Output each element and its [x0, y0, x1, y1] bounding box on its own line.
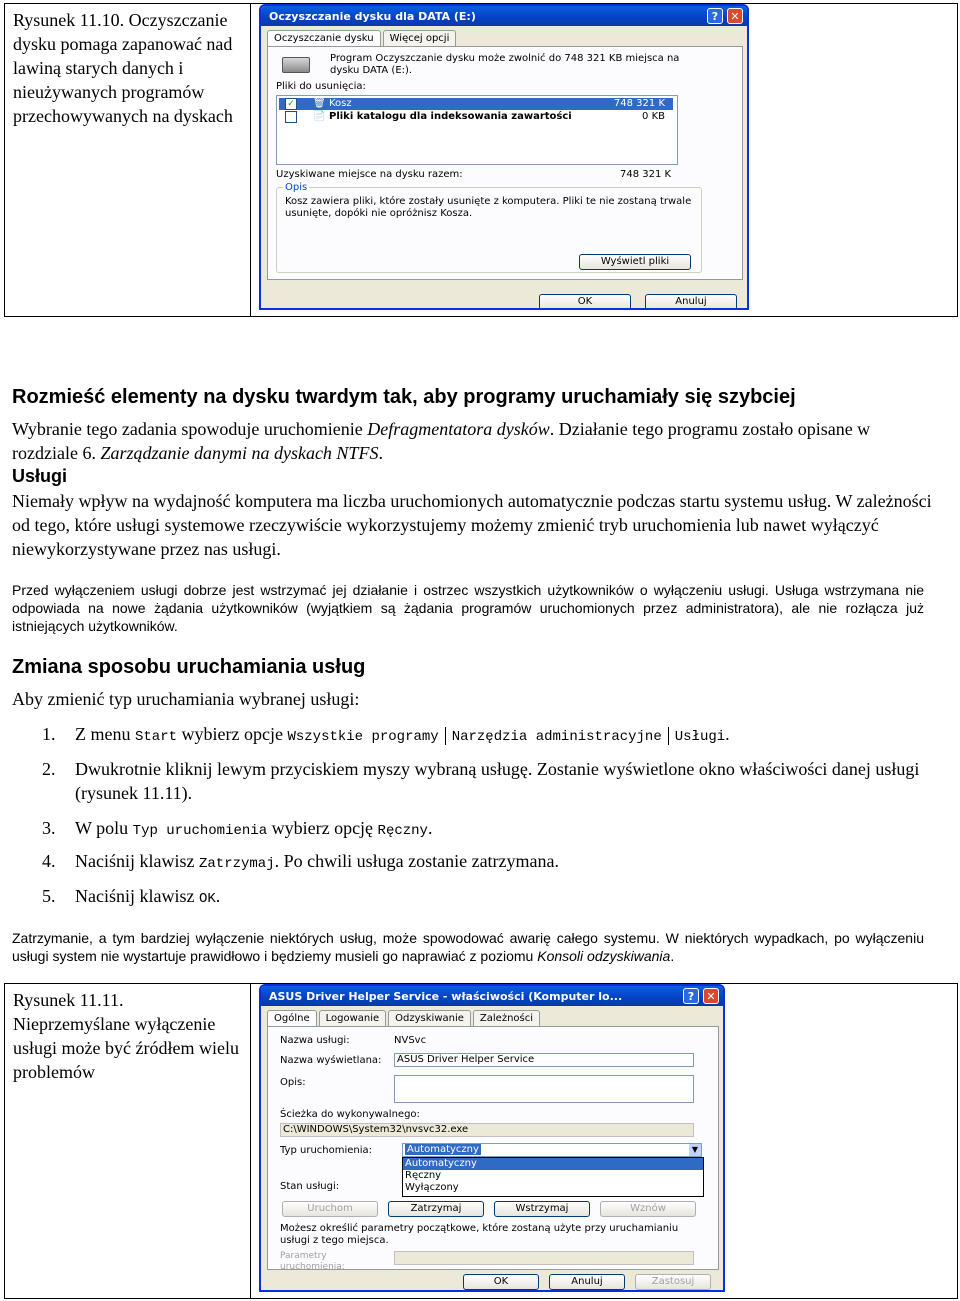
warning-text: Zatrzymanie, a tym bardziej wyłączenie niektórych usług, może spowodować awarię całego systemu. W niektórych wypadkach, po wyłączeniu usługi system nie wystartuje prawidłowo i będziemy musieli go naprawiać z poziomu [12, 930, 924, 964]
section-heading-services: Usługi [12, 466, 68, 486]
ok-button[interactable]: OK [539, 294, 631, 310]
display-name-field[interactable]: ASUS Driver Helper Service [394, 1053, 694, 1067]
step-text: Naciśnij klawisz [75, 886, 199, 906]
defrag-tool-name: Defragmentatora dysków [367, 419, 550, 439]
chevron-down-icon: ▼ [689, 1144, 701, 1156]
ok-button[interactable]: OK [463, 1274, 539, 1290]
tab-recovery[interactable]: Odzyskiwanie [388, 1010, 471, 1028]
list-item [42, 849, 950, 876]
services-note: Przed wyłączeniem usługi dobrze jest wstrzymać jej działanie i ostrzec wszystkich użytkowników o wyłączeniu usługi. Usługa wstrzymana nie odpowiada na nowe żądania użytkowników (wyjątkiem są żądania programów uruchomionych przez administratora), ale nie rozłącza już istniejących użytkowników. [12, 582, 924, 634]
figure-11-10 [4, 3, 958, 317]
apply-button[interactable]: Zastosuj [635, 1274, 711, 1290]
step-text: Dwukrotnie kliknij lewym przyciskiem myszy wybraną usługę. Zostanie wyświetlone okno właściwości danej usługi (rysunek 11.11). [75, 759, 920, 803]
file-name: Pliki katalogu dla indeksowania zawartości [329, 111, 572, 122]
display-name-label: Nazwa wyświetlana: [280, 1055, 382, 1066]
exec-path-field: C:\WINDOWS\System32\nvsvc32.exe [280, 1123, 694, 1137]
description-label: Opis: [280, 1077, 306, 1088]
params-field [394, 1251, 694, 1265]
window-title: Oczyszczanie dysku dla DATA (E:) [269, 9, 476, 23]
dropdown-option[interactable]: Ręczny [405, 1170, 442, 1181]
step-number: 5. [42, 886, 56, 906]
files-list [276, 95, 678, 165]
list-item [42, 816, 950, 843]
view-files-button[interactable]: Wyświetl pliki [579, 254, 691, 270]
startup-type-label: Typ uruchomienia: [280, 1145, 373, 1156]
startup-intro: Aby zmienić typ uruchamiania wybranej usługi: [12, 689, 360, 709]
dropdown-option[interactable]: Automatyczny [403, 1158, 703, 1170]
general-panel [267, 1026, 719, 1270]
total-value: 748 321 K [620, 169, 672, 180]
defrag-text-a: Wybranie tego zadania spowoduje uruchomienie [12, 419, 368, 439]
option-name: Ręczny [377, 823, 428, 839]
checkbox[interactable] [285, 111, 297, 123]
list-item [42, 757, 950, 805]
list-item [42, 884, 950, 911]
step-number: 4. [42, 851, 56, 871]
params-label: Parametry uruchomienia: [280, 1251, 345, 1272]
disk-cleanup-screenshot [251, 4, 957, 316]
key-name: Zatrzymaj [198, 856, 275, 872]
dropdown-option[interactable]: Wyłączony [405, 1182, 459, 1193]
start-button[interactable]: Uruchom [282, 1201, 378, 1217]
close-icon[interactable]: ✕ [703, 988, 719, 1004]
menu-separator [445, 727, 446, 745]
warning-note [12, 929, 924, 965]
step-text: . Po chwili usługa zostanie zatrzymana. [274, 851, 560, 871]
index-file-icon: 📄 [313, 111, 326, 122]
step-text: wybierz opcję [267, 818, 378, 838]
pause-button[interactable]: Wstrzymaj [494, 1201, 590, 1217]
checkbox[interactable]: ✓ [285, 98, 297, 110]
startup-type-dropdown [402, 1157, 704, 1197]
step-text: . [427, 818, 433, 838]
menu-start: Start [135, 729, 178, 745]
description-group [276, 182, 702, 273]
step-text: wybierz opcje [177, 724, 288, 744]
description-field[interactable] [394, 1075, 694, 1103]
menu-services: Usługi [674, 729, 726, 745]
tab-general[interactable]: Ogólne [267, 1010, 317, 1028]
files-label: Pliki do usunięcia: [276, 81, 366, 92]
chapter-title: Zarządzanie danymi na dyskach NTFS [100, 443, 379, 463]
disk-cleanup-window [259, 4, 749, 310]
resume-button[interactable]: Wznów [600, 1201, 696, 1217]
defrag-text-c: . [378, 443, 383, 463]
warning-text: . [670, 948, 675, 964]
step-text: Z menu [75, 724, 135, 744]
defrag-paragraph [12, 417, 932, 465]
cancel-button[interactable]: Anuluj [549, 1274, 625, 1290]
menu-admin-tools: Narzędzia administracyjne [451, 729, 662, 745]
tab-dependencies[interactable]: Zależności [473, 1010, 540, 1028]
help-icon[interactable]: ? [683, 988, 699, 1004]
cleanup-intro: Program Oczyszczanie dysku może zwolnić do 748 321 KB miejsca na dysku DATA (E:). [330, 53, 680, 76]
service-properties-window [259, 984, 725, 1292]
close-icon[interactable]: ✕ [727, 8, 743, 24]
recovery-console: Konsoli odzyskiwania [537, 948, 671, 964]
figure-caption: Rysunek 11.10. Oczyszczanie dysku pomaga zapanować nad lawiną starych danych i nieużywanych programów przechowywanych na dyskach [5, 4, 251, 316]
key-name: OK [198, 891, 216, 907]
startup-type-value: Automatyczny [407, 1144, 479, 1155]
menu-separator [668, 727, 669, 745]
step-text: . [215, 886, 221, 906]
service-name-label: Nazwa usługi: [280, 1035, 350, 1046]
step-text: W polu [75, 818, 133, 838]
list-item[interactable] [279, 98, 673, 110]
params-hint: Możesz określić parametry początkowe, które zostaną użyte przy uruchamianiu usługi z tego miejsca. [280, 1223, 679, 1246]
service-properties-screenshot [251, 984, 957, 1298]
help-icon[interactable]: ? [707, 8, 723, 24]
tab-more-options[interactable]: Więcej opcji [383, 30, 457, 48]
stop-button[interactable]: Zatrzymaj [388, 1201, 484, 1217]
window-titlebar [261, 986, 723, 1006]
description-text: Kosz zawiera pliki, które zostały usunięte z komputera. Pliki te nie zostaną trwale usunięte, dopóki nie opróżnisz Kosza. [285, 196, 692, 219]
list-item[interactable] [279, 111, 673, 123]
menu-all-programs: Wszystkie programy [287, 729, 439, 745]
section-heading-defrag: Rozmieść elementy na dysku twardym tak, aby programy uruchamiały się szybciej [12, 386, 796, 408]
figure-11-11 [4, 983, 958, 1299]
file-name: Kosz [329, 98, 352, 109]
step-number: 3. [42, 818, 56, 838]
step-text: Naciśnij klawisz [75, 851, 199, 871]
step-text: . [725, 724, 730, 744]
file-size: 0 KB [642, 111, 665, 122]
service-name-value: NVSvc [394, 1035, 427, 1046]
step-number: 2. [42, 759, 56, 779]
recycle-bin-icon: 🗑 [313, 98, 326, 109]
defrag-text-b: . Działanie tego programu zostało opisane w rozdziale 6. [12, 419, 871, 463]
description-group-label: Opis [285, 182, 308, 193]
tab-logon[interactable]: Logowanie [319, 1010, 387, 1028]
file-size: 748 321 K [613, 98, 665, 109]
list-item [42, 722, 950, 749]
exec-path-label: Ścieżka do wykonywalnego: [280, 1109, 420, 1120]
figure-caption: Rysunek 11.11. Nieprzemyślane wyłączenie usługi może być źródłem wielu problemów [5, 984, 251, 1298]
window-title: ASUS Driver Helper Service - właściwości (Komputer lo... [269, 989, 623, 1003]
field-name: Typ uruchomienia [132, 823, 268, 839]
section-heading-startup: Zmiana sposobu uruchamiania usług [12, 656, 366, 678]
drive-icon [282, 57, 310, 73]
status-label: Stan usługi: [280, 1181, 340, 1192]
services-paragraph: Niemały wpływ na wydajność komputera ma liczba uruchomionych automatycznie podczas startu systemu usług. W zależności od tego, które usługi systemowe rzeczywiście wykorzystujemy możemy zmienić tryb uruchomienia lub nawet wyłączyć niewykorzystywane przez nas usługi. [12, 491, 932, 559]
cleanup-panel [267, 46, 743, 280]
step-number: 1. [42, 724, 56, 744]
tab-cleanup[interactable]: Oczyszczanie dysku [267, 30, 381, 48]
cancel-button[interactable]: Anuluj [645, 294, 737, 310]
window-titlebar [261, 6, 747, 26]
startup-type-select[interactable] [402, 1143, 702, 1157]
total-label: Uzyskiwane miejsce na dysku razem: [276, 169, 463, 180]
